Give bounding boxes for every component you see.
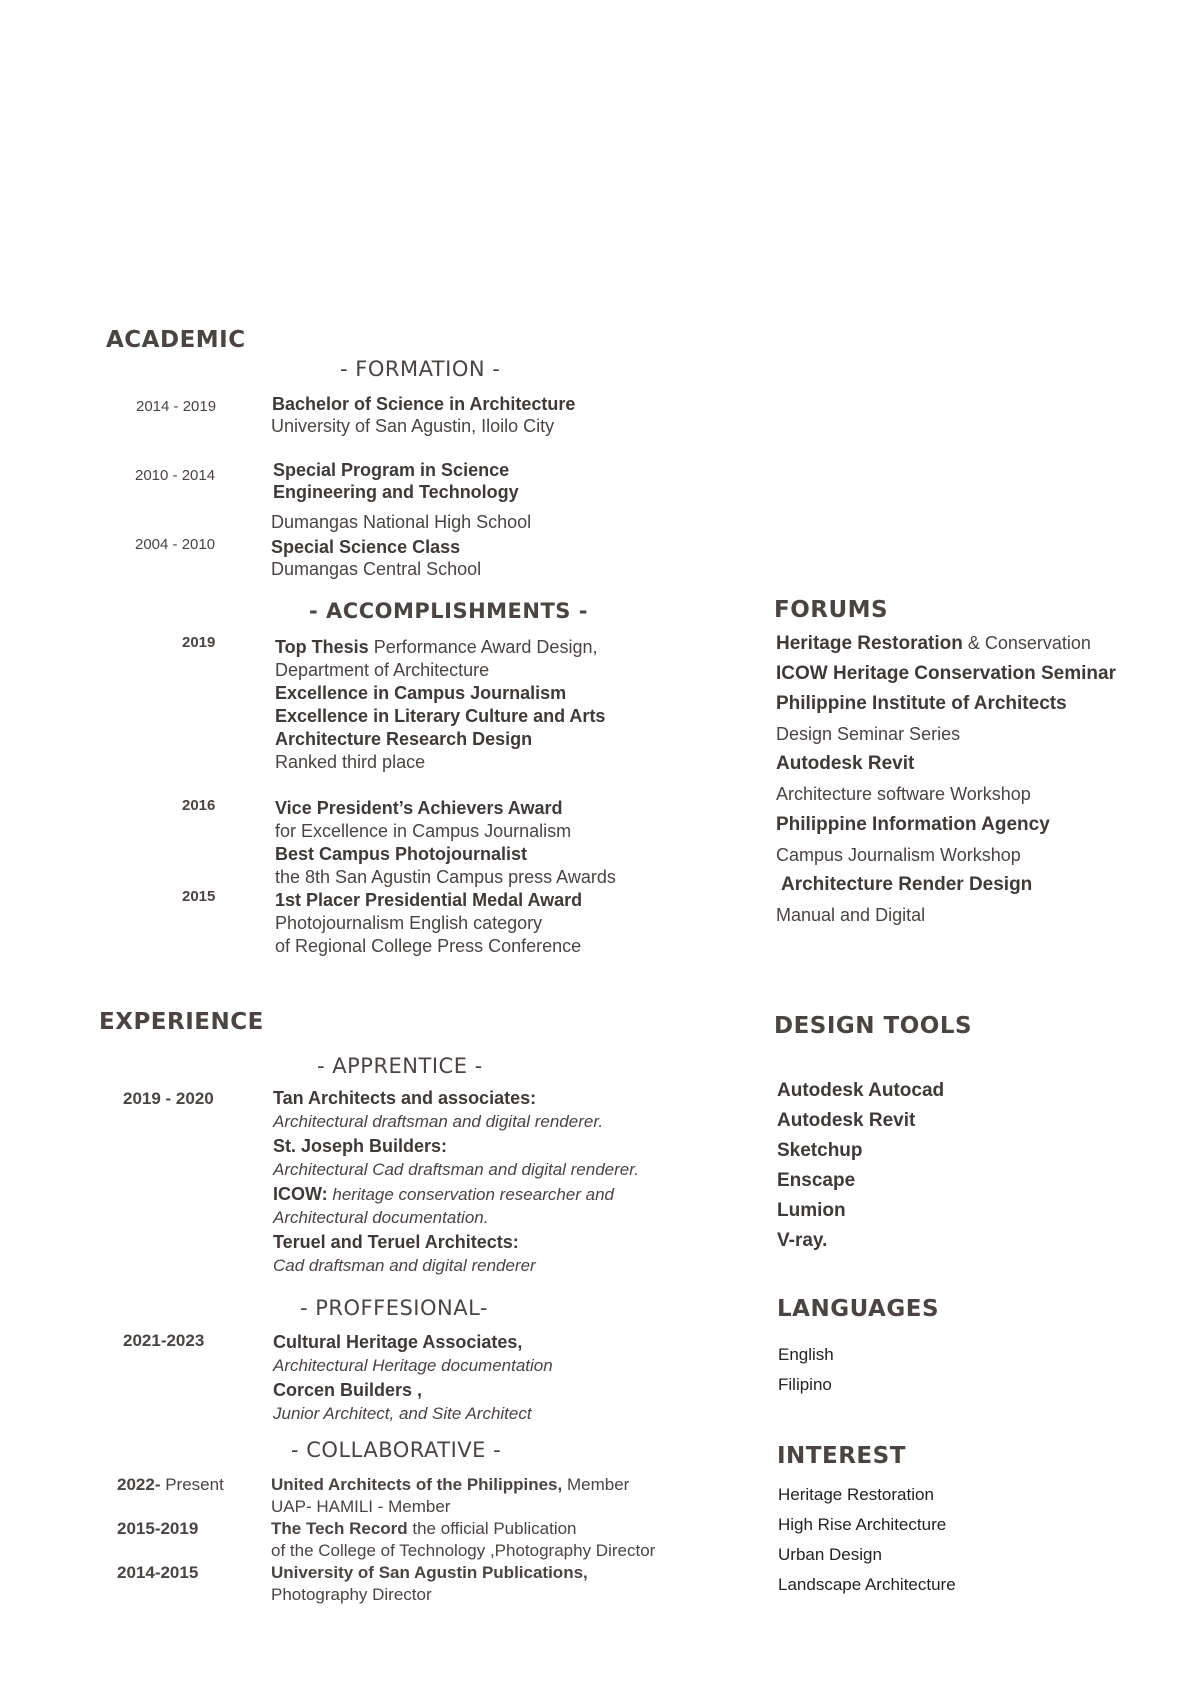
design-tool-item: Sketchup bbox=[777, 1140, 863, 1161]
accomplishment-year: 2015 bbox=[182, 888, 216, 905]
accomplishment-line: for Excellence in Campus Journalism bbox=[275, 821, 572, 841]
accomplishment-line bbox=[275, 636, 597, 658]
accomplishment-year: 2019 bbox=[182, 634, 216, 651]
collaborative-heading: - COLLABORATIVE - bbox=[291, 1438, 502, 1462]
language-item: English bbox=[778, 1345, 834, 1364]
accomplishment-line: Architecture Research Design bbox=[275, 729, 533, 749]
experience-role: heritage conservation researcher and bbox=[327, 1185, 615, 1204]
experience-line: Photography Director bbox=[271, 1585, 432, 1604]
experience-line: UAP- HAMILI - Member bbox=[271, 1497, 451, 1516]
experience-line bbox=[271, 1519, 577, 1539]
forum-item bbox=[776, 633, 1091, 655]
forum-item: Manual and Digital bbox=[776, 905, 926, 925]
formation-school: University of San Agustin, Iloilo City bbox=[271, 416, 555, 436]
formation-heading: - FORMATION - bbox=[340, 357, 501, 381]
language-item: Filipino bbox=[778, 1375, 832, 1394]
experience-line: Junior Architect, and Site Architect bbox=[273, 1404, 532, 1423]
experience-heading: EXPERIENCE bbox=[99, 1009, 264, 1035]
forum-item: Philippine Information Agency bbox=[776, 814, 1050, 835]
experience-line: Architectural documentation. bbox=[273, 1208, 489, 1227]
design-tool-item: Autodesk Autocad bbox=[777, 1080, 945, 1101]
interest-heading: INTEREST bbox=[777, 1443, 906, 1469]
professional-heading: - PROFFESIONAL- bbox=[300, 1296, 488, 1320]
accomplishment-line: the 8th San Agustin Campus press Awards bbox=[275, 867, 616, 887]
experience-line: University of San Agustin Publications, bbox=[271, 1563, 588, 1582]
accomplishment-award: Top Thesis bbox=[275, 637, 369, 657]
experience-line: Cultural Heritage Associates, bbox=[273, 1332, 523, 1352]
accomplishment-line: of Regional College Press Conference bbox=[275, 936, 582, 956]
forum-item: Campus Journalism Workshop bbox=[776, 845, 1021, 865]
forum-item: Autodesk Revit bbox=[776, 753, 915, 774]
accomplishment-line: Best Campus Photojournalist bbox=[275, 844, 528, 864]
experience-line: Cad draftsman and digital renderer bbox=[273, 1256, 536, 1275]
accomplishment-line: Ranked third place bbox=[275, 752, 426, 772]
experience-line: of the College of Technology ,Photography Director bbox=[271, 1541, 656, 1560]
experience-line: Teruel and Teruel Architects: bbox=[273, 1232, 519, 1252]
accomplishment-line: Excellence in Campus Journalism bbox=[275, 683, 567, 703]
forum-item: Philippine Institute of Architects bbox=[776, 693, 1067, 714]
experience-company: The Tech Record bbox=[271, 1519, 408, 1538]
experience-line: Architectural Heritage documentation bbox=[273, 1356, 553, 1375]
formation-year: 2014 - 2019 bbox=[136, 398, 217, 415]
accomplishments-heading: - ACCOMPLISHMENTS - bbox=[309, 599, 588, 623]
interest-item: High Rise Architecture bbox=[778, 1515, 947, 1534]
experience-company: ICOW: bbox=[273, 1184, 328, 1204]
forum-item: Design Seminar Series bbox=[776, 724, 961, 744]
experience-year: 2015-2019 bbox=[117, 1519, 199, 1538]
interest-item: Heritage Restoration bbox=[778, 1485, 934, 1504]
experience-year: 2021-2023 bbox=[123, 1331, 205, 1350]
forum-item-title: Heritage Restoration bbox=[776, 633, 963, 654]
experience-role: Member bbox=[562, 1475, 630, 1494]
interest-item: Landscape Architecture bbox=[778, 1575, 956, 1594]
forum-item: Architecture Render Design bbox=[781, 874, 1033, 895]
formation-title: Engineering and Technology bbox=[273, 482, 519, 502]
forum-item-detail: & Conservation bbox=[962, 633, 1091, 653]
accomplishment-line: Vice President’s Achievers Award bbox=[275, 798, 563, 818]
experience-year: 2019 - 2020 bbox=[123, 1089, 214, 1108]
experience-company: United Architects of the Philippines, bbox=[271, 1475, 563, 1494]
design-tool-item: V-ray. bbox=[777, 1230, 828, 1251]
accomplishment-line: Excellence in Literary Culture and Arts bbox=[275, 706, 606, 726]
design-tool-item: Enscape bbox=[777, 1170, 856, 1191]
accomplishment-line: Department of Architecture bbox=[275, 660, 490, 680]
accomplishment-line: Photojournalism English category bbox=[275, 913, 543, 933]
forums-heading: FORUMS bbox=[774, 597, 889, 623]
interest-item: Urban Design bbox=[778, 1545, 882, 1564]
experience-line: Corcen Builders , bbox=[273, 1380, 423, 1400]
formation-title: Bachelor of Science in Architecture bbox=[272, 394, 576, 414]
experience-year bbox=[117, 1475, 224, 1495]
design-tools-heading: DESIGN TOOLS bbox=[774, 1013, 973, 1039]
languages-heading: LANGUAGES bbox=[777, 1296, 940, 1322]
formation-year: 2010 - 2014 bbox=[135, 467, 216, 484]
forum-item: Architecture software Workshop bbox=[776, 784, 1031, 804]
experience-line bbox=[273, 1183, 614, 1206]
experience-line: Tan Architects and associates: bbox=[273, 1088, 537, 1108]
experience-line: St. Joseph Builders: bbox=[273, 1136, 448, 1156]
experience-role: the official Publication bbox=[407, 1519, 577, 1538]
formation-year: 2004 - 2010 bbox=[135, 536, 216, 553]
experience-year: 2014-2015 bbox=[117, 1563, 199, 1582]
accomplishment-year: 2016 bbox=[182, 797, 216, 814]
formation-title: Special Program in Science bbox=[273, 460, 510, 480]
formation-school: Dumangas National High School bbox=[271, 512, 532, 532]
experience-year-end: Present bbox=[160, 1475, 224, 1494]
accomplishment-detail: Performance Award Design, bbox=[368, 637, 598, 657]
academic-heading: ACADEMIC bbox=[106, 327, 246, 353]
experience-line: Architectural draftsman and digital renderer. bbox=[273, 1112, 604, 1131]
experience-year-start: 2022- bbox=[117, 1475, 161, 1494]
formation-title: Special Science Class bbox=[271, 537, 461, 557]
apprentice-heading: - APPRENTICE - bbox=[317, 1054, 483, 1078]
formation-school: Dumangas Central School bbox=[271, 559, 482, 579]
forum-item: ICOW Heritage Conservation Seminar bbox=[776, 663, 1116, 684]
experience-line bbox=[271, 1475, 629, 1495]
design-tool-item: Lumion bbox=[777, 1200, 846, 1221]
experience-line: Architectural Cad draftsman and digital renderer. bbox=[273, 1160, 639, 1179]
design-tool-item: Autodesk Revit bbox=[777, 1110, 916, 1131]
accomplishment-line: 1st Placer Presidential Medal Award bbox=[275, 890, 583, 910]
